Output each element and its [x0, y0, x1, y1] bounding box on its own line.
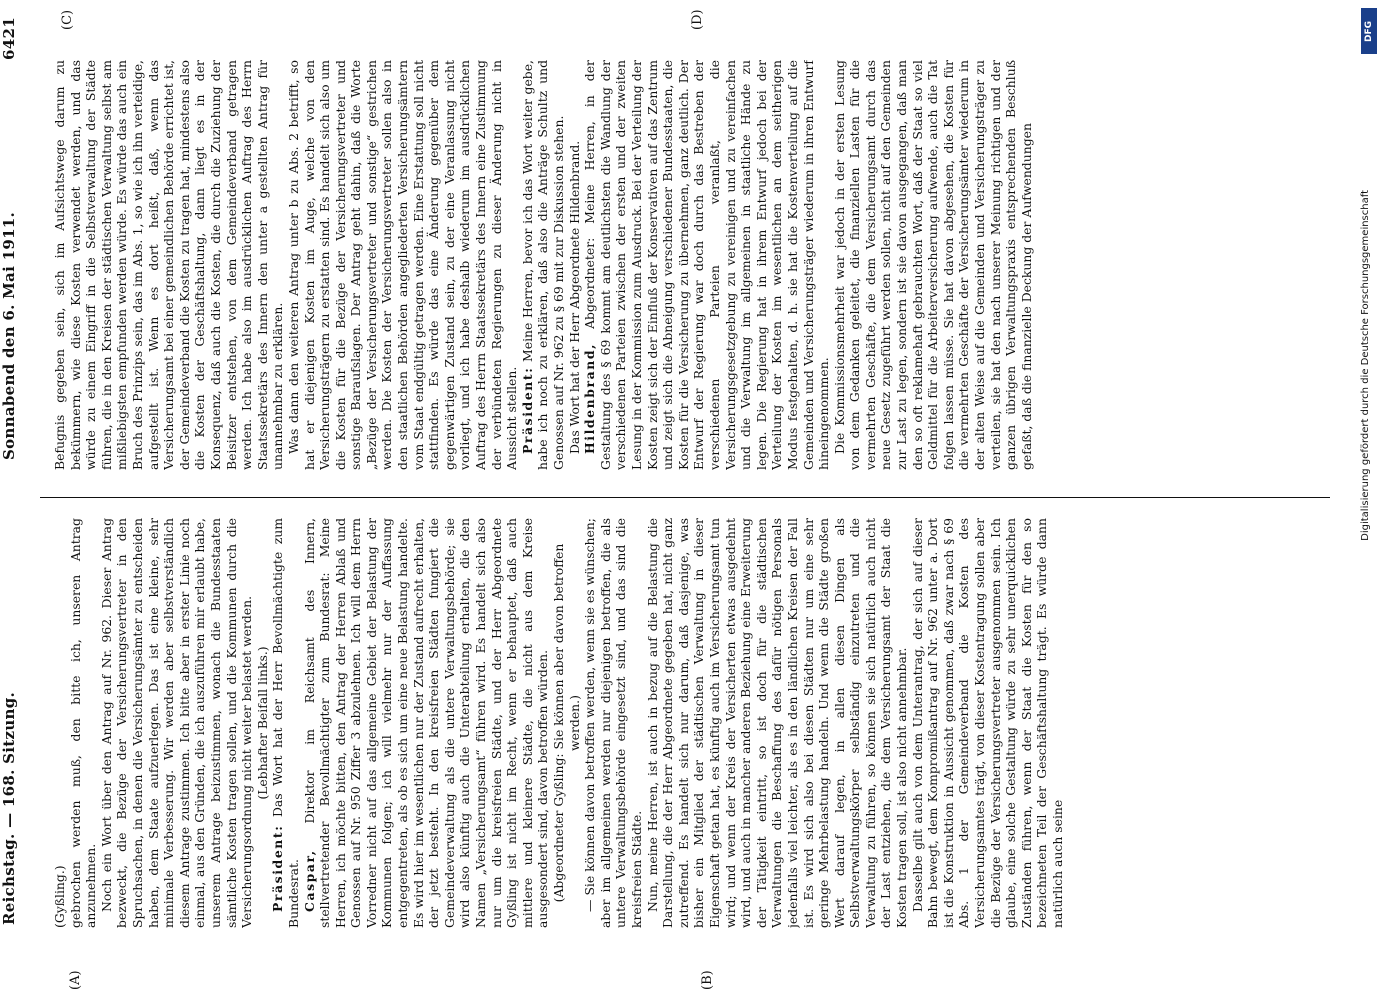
paragraph: Befugnis gegeben sein, sich im Aufsichtswege darum zu bekümmern, wie diese Kosten verwendet werden, und das würde zu einem Eingriff in die Selbstverwaltung der Städte führen, die in den Kreisen der städtischen Verwaltung selbst am mißliebigsten empfunden werden würde. Es würde das auch ein Bruch des Prinzips sein, das im Abs. 1, so wie ich ihn verteidige, aufgestellt ist. Wenn es dort heißt, daß, wenn das Versicherungsamt bei einer gemeindlichen Behörde errichtet ist, der Gemeindeverband die Kosten zu tragen hat, mindestens also die Kosten der Geschäftshaltung, dann liegt es in der Konsequenz, daß auch die Kosten, die durch die Zuziehung der Beisitzer entstehen, von dem Gemeindeverband getragen werden. Ich habe also im ausdrücklichen Auftrag des Herrn Staatssekretärs des Innern den unter a gestellten Antrag für unannehmbar zu erklären. [52, 60, 286, 470]
paragraph: Das Wort hat der Herr Abgeordnete Hildenbrand. [566, 140, 582, 454]
paragraph: Caspar, Direktor im Reichsamt des Innern, stellvertretender Bevollmächtigter zum Bundesrat: Meine Herren, ich möchte bitten, den Antrag der Herren Ablaß und Genossen auf Nr. 950 Ziffer 3 abzulehnen. Ich will dem Herrn Vorredner nicht auf das allgemeine Gebiet der Belastung der Kommunen folgen; ich will vielmehr nur der Auffassung entgegentreten, als ob es sich um eine neue Belastung handelte. Es wird hier im wesentlichen nur der Zustand aufrecht erhalten, der jetzt besteht. In den kreisfreien Städten fungiert die Gemeindeverwaltung als die untere Verwaltungsbehörde; sie wird also künftig auch die Unterabteilung erhalten, die den Namen „Versicherungsamt“ führen wird. Es handelt sich also nur um die kreisfreien Städte, und der Herr Abgeordnete Gyßling ist nicht im Recht, wenn er behauptet, daß auch mittlere und kleinere Städte, die nicht aus dem Kreise ausgesondert sind, davon betroffen würden. [301, 518, 551, 928]
column-divider [40, 497, 1330, 498]
margin-marker-b: (B) [700, 970, 715, 990]
paragraph: Nun, meine Herren, ist auch in bezug auf die Belastung die Darstellung, die der Herr Abgeordnete gegeben hat, nicht ganz zutreffend. Es handelt sich nur darum, daß dasjenige, was bisher ein Mitglied der städtischen Verwaltung in dieser Eigenschaft getan hat, es künftig auch im Versicherungsamt tun wird; und wenn der Kreis der Versicherten etwas ausgedehnt wird, und auch in mancher anderen Beziehung eine Erweiterung der Tätigkeit eintritt, so ist doch für die städtischen Verwaltungen die Beschaffung des dafür nötigen Personals jedenfalls viel leichter, als es in den ländlichen Kreisen der Fall ist. Es wird sich also bei diesen Städten nur um eine sehr geringe Mehrbelastung handeln. Und wenn die Städte großen Wert darauf legen, in allen diesen Dingen als Selbstverwaltungskörper selbständig einzutreten und die Verwaltung zu führen, so können sie sich natürlich auch nicht der Last entziehen, die dem Versicherungsamt der Staat die Kosten tragen soll, ist also nicht annehmbar. [644, 518, 910, 928]
paragraph: Die Kommissionsmehrheit war jedoch in der ersten Lesung von dem Gedanken geleitet, die finanziellen Lasten für die vermehrten Geschäfte, die dem Versicherungsamt durch das neue Gesetz zugeführt werden sollen, nicht auf den Gemeinden zur Last zu legen, sondern ist sie davon ausgegangen, daß man den so oft reklamehaft gebrauchten Wort, daß der Staat so viel Geldmittel für die Arbeiterversicherung aufwende, auch die Tat folgen lassen müsse. Sie hat davon abgesehen, die Kosten für die vermehrten Geschäfte der Versicherungsämter wiederum in der alten Weise auf die Gemeinden und Versicherungsträger zu verteilen, sie hat den nach unserer Meinung richtigen und der ganzen übrigen Verwaltungspraxis entsprechenden Beschluß gefaßt, daß die finanzielle Deckung der Aufwendungen [831, 60, 1034, 470]
margin-marker-c: (C) [60, 9, 75, 30]
speaker-name: Präsident: [270, 824, 286, 912]
applause-note: (Lebhafter Beifall links.) [254, 646, 270, 800]
page-number: 6421 [0, 17, 18, 60]
running-head-left: Reichstag. — 168. Sitzung. [0, 691, 18, 925]
speaker-tag: (Gyßling.) [52, 865, 67, 928]
speaker-name: Caspar, [301, 849, 317, 912]
paragraph: Hildenbrand, Abgeordneter: Meine Herren, in der Gestaltung des § 69 kommt am deutlichsten die Wandlung der verschiedenen Parteien zwischen der ersten und der zweiten Lesung in der Kommission zum Ausdruck. Bei der Verteilung der Kosten zeigt sich der Einfluß der Konservativen auf das Zentrum und zeigt sich die Abneigung verschiedener Bundesstaaten, die Kosten für die Versicherung zu übernehmen, ganz deutlich. Der Entwurf der Regierung war doch durch das Bestreben der verschiedenen Parteien veranlaßt, die Versicherungsgesetzgebung zu vereinigen und zu vereinfachen und die Verwaltung im allgemeinen in staatliche Hände zu legen. Die Regierung hat in ihrem Entwurf jedoch bei der Verteilung der Kosten im wesentlichen an dem seitherigen Modus festgehalten, d. h. sie hat die Kostenverteilung auf die Gemeinden und Versicherungsträger wiederum in ihren Entwurf hineingenommen. [582, 60, 832, 470]
digitization-credit [1349, 0, 1383, 1000]
paragraph: Dasselbe gilt auch von dem Unterantrag, der sich auf dieser Bahn bewegt, dem Kompromißantrag auf Nr. 962 unter a. Dort ist die Konstruktion in Aussicht genommen, daß zwar nach § 69 Abs. 1 der Gemeindeverband die Kosten des Versicherungsamtes trägt, von dieser Kostentragung sollen aber die Bezüge der Versicherungsvertreter ausgenommen sein. Ich glaube, eine solche Gestaltung würde zu sehr unerquicklichen Zuständen führen, wenn der Staat die Kosten für den so bezeichneten Teil der Geschäftshaltung trägt. Es würde dann natürlich auch seine [909, 518, 1065, 928]
credit-text: Digitalisierung gefördert durch die Deutsche Forschungsgemeinschaft [1360, 190, 1371, 541]
margin-marker-d: (D) [690, 9, 705, 30]
right-column [52, 60, 1342, 470]
paragraph: gebrochen werden muß, den bitte ich, unseren Antrag anzunehmen. [67, 518, 99, 928]
speaker-name: Präsident: [519, 366, 535, 454]
margin-marker-a: (A) [68, 970, 83, 990]
left-column [52, 518, 1342, 928]
running-head-date: Sonnabend den 6. Mai 1911. [0, 211, 18, 460]
paragraph: Noch ein Wort über den Antrag auf Nr. 962. Dieser Antrag bezweckt, die Bezüge der Versicherungsvertreter in den Spruchsachen, in denen die Versicherungsämter zu entscheiden haben, dem Staate aufzuerlegen. Das ist eine kleine, sehr minimale Verbesserung. Wir werden aber selbstverständlich diesem Antrage zustimmen. Ich bitte aber in erster Linie noch einmal, aus den Gründen, die ich auszuführen mir erlaubt habe, unserem Antrage beizustimmen, wonach die Bundesstaaten sämtliche Kosten tragen sollen, und die Kommunen durch die Versicherungsordnung nicht weiter belastet werden. [98, 518, 255, 928]
paragraph: Was dann den weiteren Antrag unter b zu Abs. 2 betrifft, so hat er diejenigen Kosten im Auge, welche von den Versicherungsträgern zu erstatten sind. Es handelt sich also um die Kosten für die Bezüge der Versicherungsvertreter und sonstige Baraufslagen. Der Antrag geht dahin, daß die Worte „Bezüge der Versicherungsvertreter und sonstige“ gestrichen werden. Die Kosten der Versicherungsvertreter sollen also in den staatlichen Behörden angegliederten Versicherungsämtern vom Staat endgültig getragen werden. Eine Erstattung soll nicht stattfinden. Es würde das eine Änderung gegenüber dem gegenwärtigen Zustand sein, zu der eine Veranlassung nicht vorliegt, und ich habe deshalb wiederum im ausdrücklichen Auftrag des Herrn Staatssekretärs des Innern eine Zustimmung der verbündeten Regierungen zu dieser Änderung nicht in Aussicht stellen. [285, 60, 520, 470]
paragraph: Präsident: Das Wort hat der Herr Bevollmächtigte zum Bundesrat. [270, 518, 301, 928]
interjection: (Abgeordneter Gyßling: Sie können aber davon betroffen werden.) [551, 543, 582, 903]
dfg-logo: DFG [1361, 8, 1377, 54]
paragraph: — Sie können davon betroffen werden, wenn sie es wünschen; aber im allgemeinen werden nur diejenigen betroffen, die als untere Verwaltungsbehörde eingesetzt sind, und das sind die kreisfreien Städte. [582, 518, 644, 928]
paragraph: Präsident: Meine Herren, bevor ich das Wort weiter gebe, habe ich noch zu erklären, daß also die Anträge Schultz und Genossen auf Nr. 962 zu § 69 mit zur Diskussion stehen. [519, 60, 566, 470]
speaker-name: Hildenbrand, [582, 342, 598, 454]
